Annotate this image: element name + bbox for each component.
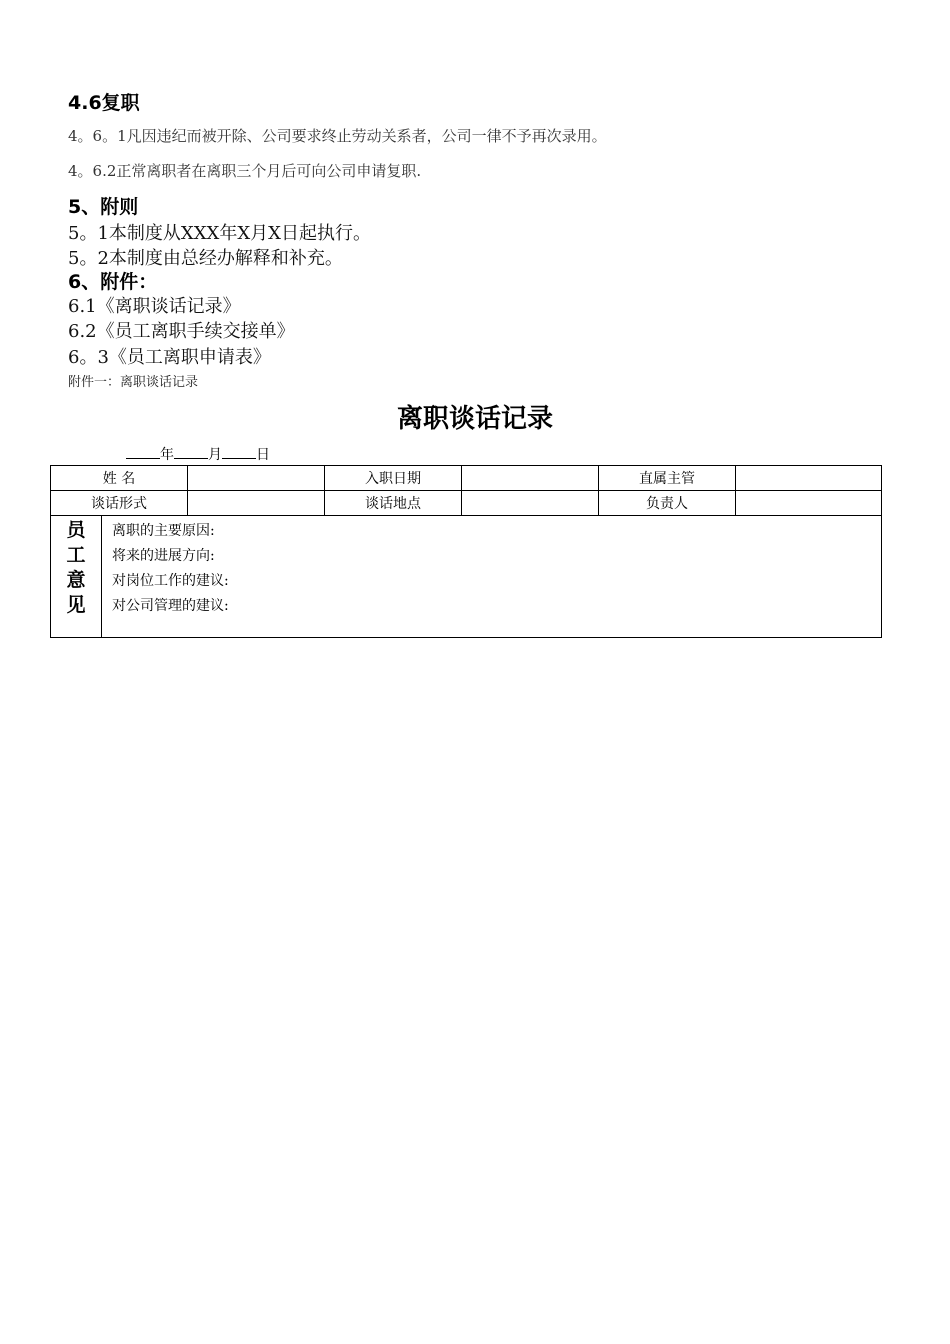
date-line	[126, 444, 270, 464]
supervisor-label: 直属主管	[599, 466, 736, 491]
interview-location-field[interactable]	[462, 491, 599, 516]
section-heading-5: 5、附则	[68, 196, 139, 218]
paragraph-5-2: 5。2本制度由总经办解释和补充。	[68, 248, 343, 269]
attachment-item-1: 6.1《离职谈话记录》	[68, 296, 241, 317]
year-blank[interactable]	[126, 444, 160, 459]
paragraph-4-6-2: 4。6.2正常离职者在离职三个月后可向公司申请复职.	[68, 162, 422, 180]
interview-location-label: 谈话地点	[325, 491, 462, 516]
section-heading-4-6: 4.6复职	[68, 92, 140, 114]
side-char: 工	[66, 544, 86, 566]
responsible-person-label: 负责人	[599, 491, 736, 516]
hire-date-label: 入职日期	[325, 466, 462, 491]
interview-type-field[interactable]	[188, 491, 325, 516]
future-direction-prompt: 将来的进展方向:	[112, 548, 215, 564]
attachment-label: 附件一：离职谈话记录	[68, 375, 199, 390]
interview-type-label: 谈话形式	[51, 491, 188, 516]
month-blank[interactable]	[174, 444, 208, 459]
paragraph-5-1: 5。1本制度从XXX年X月X日起执行。	[68, 223, 371, 244]
table-row	[51, 491, 882, 516]
responsible-person-field[interactable]	[736, 491, 882, 516]
day-blank[interactable]	[222, 444, 256, 459]
section-heading-6: 6、附件：	[68, 271, 158, 293]
year-label: 年	[160, 447, 174, 463]
management-suggestion-prompt: 对公司管理的建议:	[112, 598, 229, 614]
supervisor-field[interactable]	[736, 466, 882, 491]
name-field[interactable]	[188, 466, 325, 491]
employee-opinion-field[interactable]	[102, 516, 882, 638]
table-row	[51, 516, 882, 638]
exit-interview-table	[50, 465, 882, 638]
reason-prompt: 离职的主要原因:	[112, 523, 215, 539]
employee-opinion-label	[51, 516, 102, 638]
attachment-item-3: 6。3《员工离职申请表》	[68, 347, 271, 368]
table-row	[51, 466, 882, 491]
form-title: 离职谈话记录	[396, 404, 553, 434]
paragraph-4-6-1: 4。6。1凡因违纪而被开除、公司要求终止劳动关系者，公司一律不予再次录用。	[68, 127, 607, 145]
side-char: 意	[66, 569, 86, 591]
side-char: 员	[66, 519, 86, 541]
hire-date-field[interactable]	[462, 466, 599, 491]
position-suggestion-prompt: 对岗位工作的建议:	[112, 573, 229, 589]
attachment-item-2: 6.2《员工离职手续交接单》	[68, 321, 295, 342]
name-label: 姓 名	[51, 466, 188, 491]
side-char: 见	[66, 594, 86, 616]
month-label: 月	[208, 447, 222, 463]
day-label: 日	[256, 447, 270, 463]
